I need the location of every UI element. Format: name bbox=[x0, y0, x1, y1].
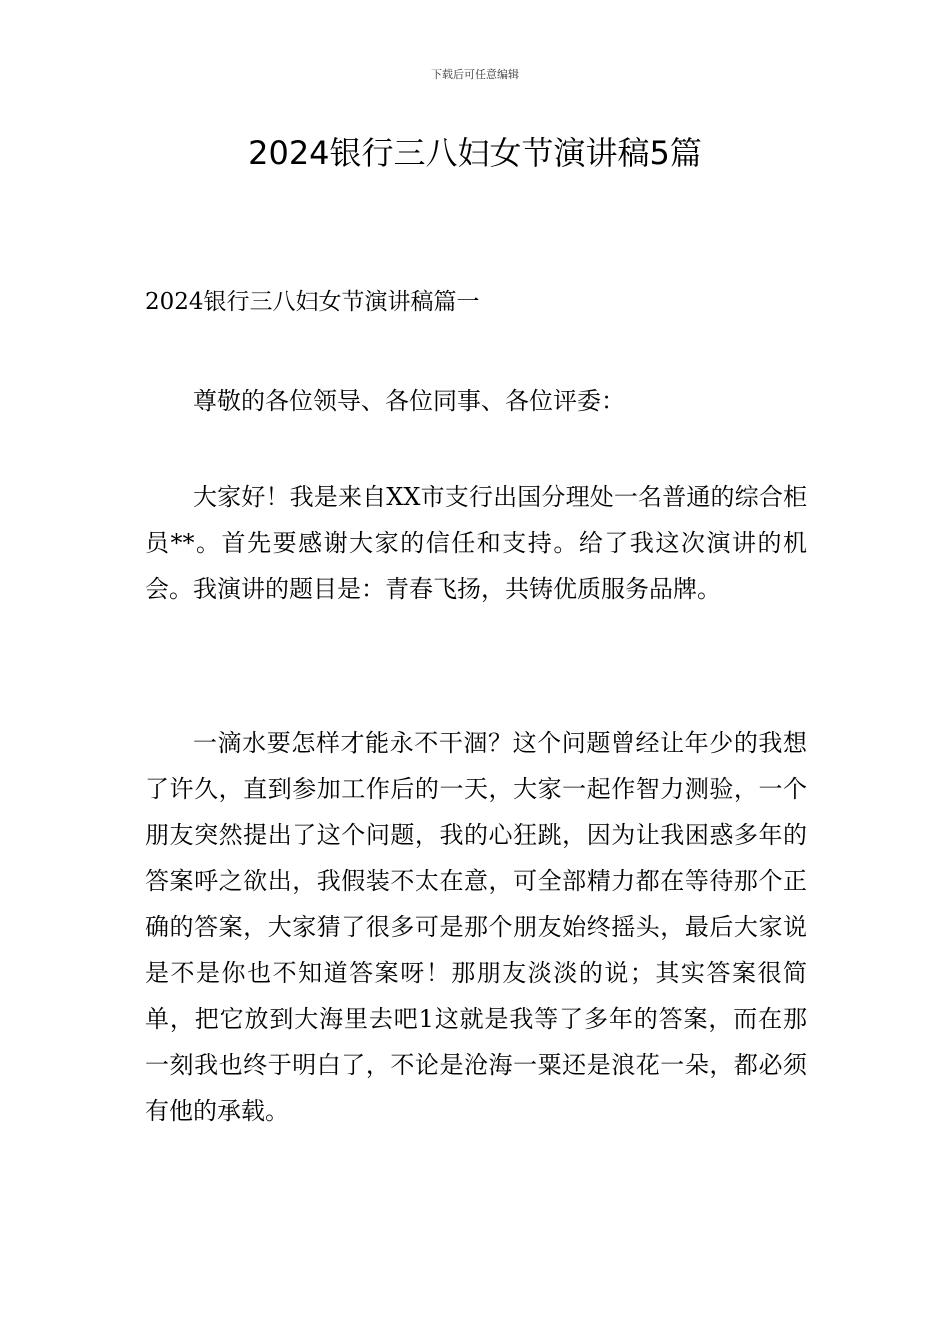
page-header-note: 下载后可任意编辑 bbox=[431, 68, 519, 81]
intro-paragraph: 大家好！我是来自XX市支行出国分理处一名普通的综合柜员**。首先要感谢大家的信任和支持。给了我这次演讲的机会。我演讲的题目是：青春飞扬，共铸优质服务品牌。 bbox=[145, 483, 807, 603]
story-paragraph: 一滴水要怎样才能永不干涸？这个问题曾经让年少的我想了许久，直到参加工作后的一天，大家一起作智力测验，一个朋友突然提出了这个问题，我的心狂跳，因为让我困惑多年的答案呼之欲出，我假装不太在意，可全部精力都在等待那个正确的答案，大家猜了很多可是那个朋友始终摇头，最后大家说是不是你也不知道答案呀！那朋友淡淡的说；其实答案很简单，把它放到大海里去吧1这就是我等了多年的答案，而在那一刻我也终于明白了，不论是沧海一粟还是浪花一朵，都必须有他的承载。 bbox=[145, 729, 807, 1125]
section-heading: 2024银行三八妇女节演讲稿篇一 bbox=[145, 289, 480, 315]
salutation-block bbox=[145, 378, 807, 424]
document-title: 2024银行三八妇女节演讲稿5篇 bbox=[248, 134, 702, 172]
story-block bbox=[145, 720, 807, 1134]
intro-block bbox=[145, 474, 807, 612]
salutation-paragraph: 尊敬的各位领导、各位同事、各位评委： bbox=[193, 387, 625, 415]
